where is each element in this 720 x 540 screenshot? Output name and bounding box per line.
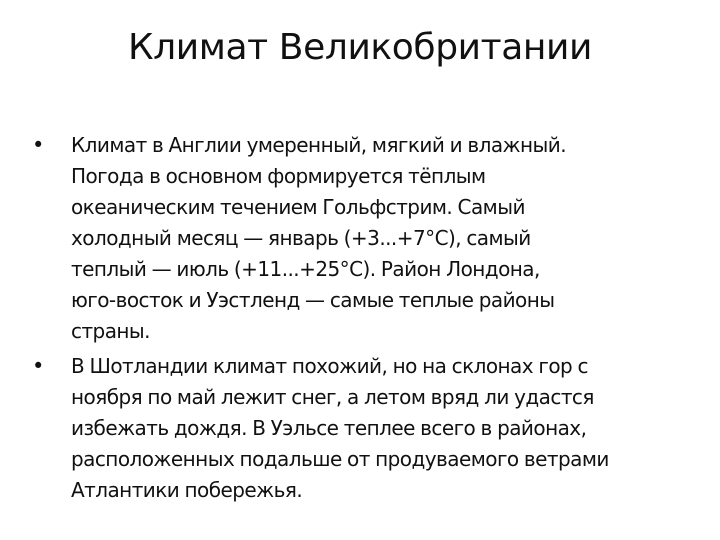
text-line: страны.: [71, 319, 150, 343]
text-line: В Шотландии климат похожий, но на склонах гор с: [71, 354, 588, 378]
text-line: юго-восток и Уэстленд — самые теплые районы: [71, 288, 555, 312]
bullet-marker: •: [32, 354, 45, 378]
text-line: холодный месяц — январь (+3...+7°C), самый: [71, 226, 531, 250]
bullet-text: [71, 351, 682, 506]
text-line: океаническим течением Гольфстрим. Самый: [71, 195, 525, 219]
text-line: избежать дождя. В Уэльсе теплее всего в районах,: [71, 416, 587, 440]
text-line: Атлантики побережья.: [71, 478, 303, 502]
slide-title: Климат Великобритании: [127, 27, 593, 68]
text-line: теплый — июль (+11...+25°C). Район Лондона,: [71, 257, 540, 281]
bullet-item-climate-england: [32, 130, 682, 347]
bullet-text: [71, 130, 682, 347]
text-line: Климат в Англии умеренный, мягкий и влажный.: [71, 133, 567, 157]
bullet-item-climate-scotland-wales: [32, 351, 682, 506]
text-line: расположенных подальше от продуваемого ветрами: [71, 447, 609, 471]
text-line: ноября по май лежит снег, а летом вряд ли удастся: [71, 385, 594, 409]
bullet-marker: •: [32, 133, 45, 157]
bullet-list: [32, 130, 682, 510]
text-line: Погода в основном формируется тёплым: [71, 164, 486, 188]
